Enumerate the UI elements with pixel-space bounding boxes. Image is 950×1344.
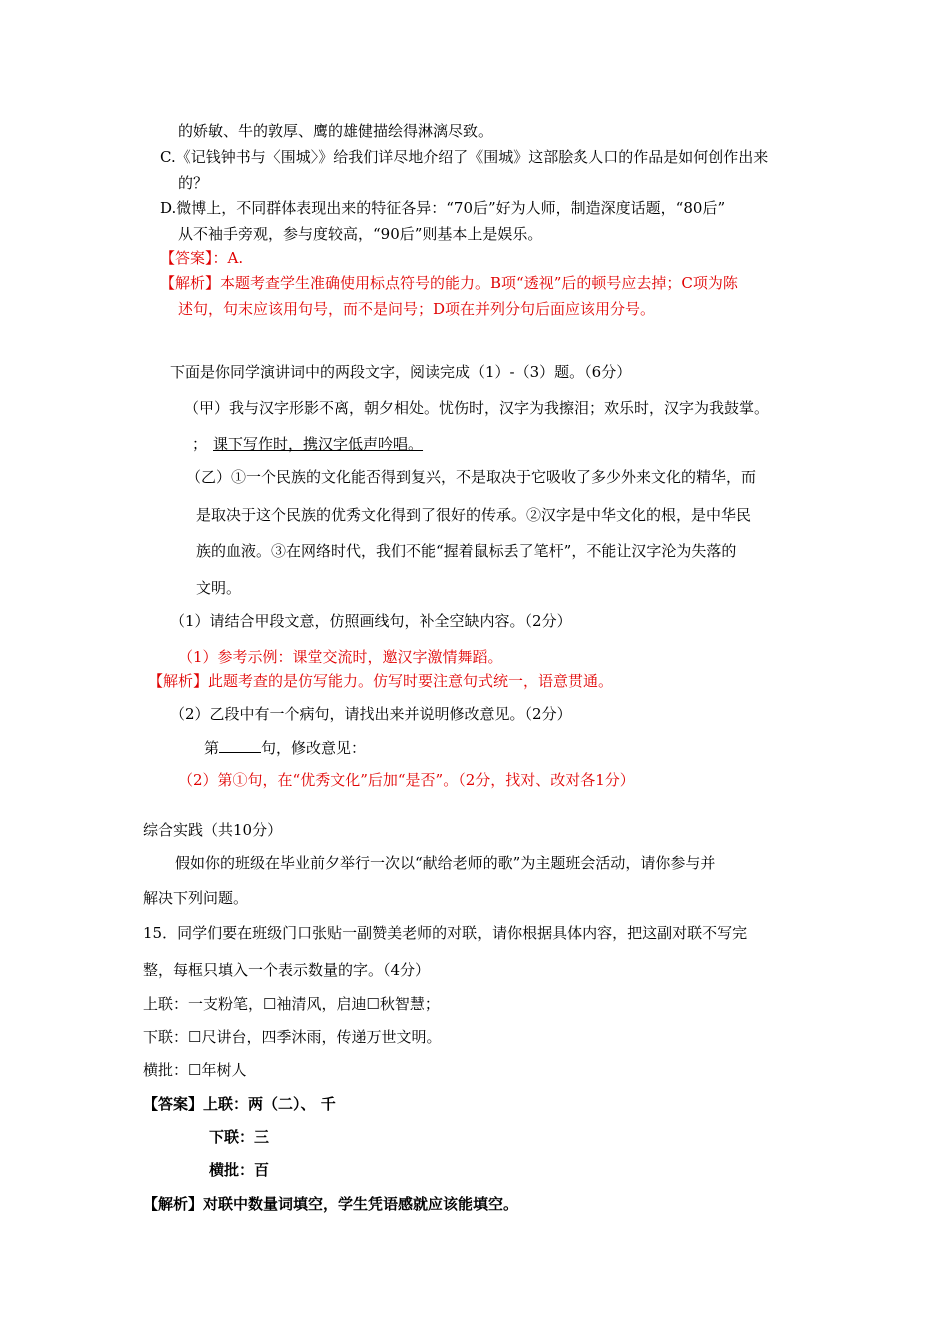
question-15-line1: 15．同学们要在班级门口张贴一副赞美老师的对联，请你根据具体内容，把这副对联不写完 [143,924,748,942]
couplet-answer-upper: 【答案】上联：两（二）、 千 [143,1095,336,1113]
couplet-upper: 上联：一支粉笔，☐袖清风，启迪☐秋智慧； [143,995,440,1013]
jia-line2 [192,434,423,454]
question-2: （2）乙段中有一个病句，请找出来并说明修改意见。（2分） [170,705,572,723]
fill-blank [219,738,261,753]
couplet-answer-lower: 下联：三 [209,1128,270,1146]
yi-line3: 族的血液。③在网络时代，我们不能“握着鼠标丢了笔杆”，不能让汉字沦为失落的 [196,542,737,560]
answer-a: 【答案】：A. [160,249,244,267]
yi-line4: 文明。 [196,579,242,597]
couplet-analysis: 【解析】对联中数量词填空，学生凭语感就应该能填空。 [143,1195,519,1213]
yi-line1: （乙）①一个民族的文化能否得到复兴，不是取决于它吸收了多少外来文化的精华，而 [186,468,757,486]
analysis-line2: 述句，句末应该用句号，而不是问号；D项在并列分句后面应该用分号。 [178,300,656,318]
practice-heading: 综合实践（共10分） [143,821,283,839]
practice-para-line1: 假如你的班级在毕业前夕举行一次以“献给老师的歌”为主题班会活动，请你参与并 [175,854,716,872]
analysis-line1: 【解析】本题考查学生准确使用标点符号的能力。B项“透视”后的顿号应去掉；C项为陈 [160,274,738,292]
jia-line2-prefix: ； [192,435,208,453]
question-2-answer: （2）第①句，在“优秀文化”后加“是否”。（2分，找对、改对各1分） [178,771,635,789]
jia-line1: （甲）我与汉字形影不离，朝夕相处。忧伤时，汉字为我擦泪；欢乐时，汉字为我鼓掌。 [184,399,770,417]
option-c-line2: 的？ [178,174,209,192]
option-d-line2: 从不袖手旁观，参与度较高，“90后”则基本上是娱乐。 [178,225,543,243]
question-1-analysis: 【解析】此题考查的是仿写能力。仿写时要注意句式统一，语意贯通。 [148,672,614,690]
practice-para-line2: 解决下列问题。 [143,889,249,907]
yi-line2: 是取决于这个民族的优秀文化得到了很好的传承。②汉字是中华文化的根，是中华民 [196,506,752,524]
couplet-banner: 横批：☐年树人 [143,1061,247,1079]
question-15-line2: 整，每框只填入一个表示数量的字。（4分） [143,961,431,979]
couplet-answer-banner: 横批：百 [209,1161,270,1179]
speech-intro: 下面是你同学演讲词中的两段文字，阅读完成（1）-（3）题。（6分） [170,363,632,381]
option-b-tail: 的娇敏、牛的敦厚、鹰的雄健描绘得淋漓尽致。 [178,122,494,140]
question-1-answer: （1）参考示例：课堂交流时，邀汉字激情舞蹈。 [178,648,503,666]
couplet-lower: 下联：☐尺讲台，四季沐雨，传递万世文明。 [143,1028,442,1046]
question-1: （1）请结合甲段文意，仿照画线句，补全空缺内容。（2分） [170,612,572,630]
option-d-line1: D.微博上，不同群体表现出来的特征各异：“70后”好为人师，制造深度话题，“80后” [160,199,726,217]
jia-underlined-sentence: 课下写作时，携汉字低声吟唱。 [213,435,424,453]
option-c-line1: C.《记钱钟书与〈围城〉》给我们详尽地介绍了《围城》这部脍炙人口的作品是如何创作出来 [160,148,769,166]
answer-label: 【答案】 [143,1095,204,1113]
question-2-fill: 第 句，修改意见： [204,739,367,757]
